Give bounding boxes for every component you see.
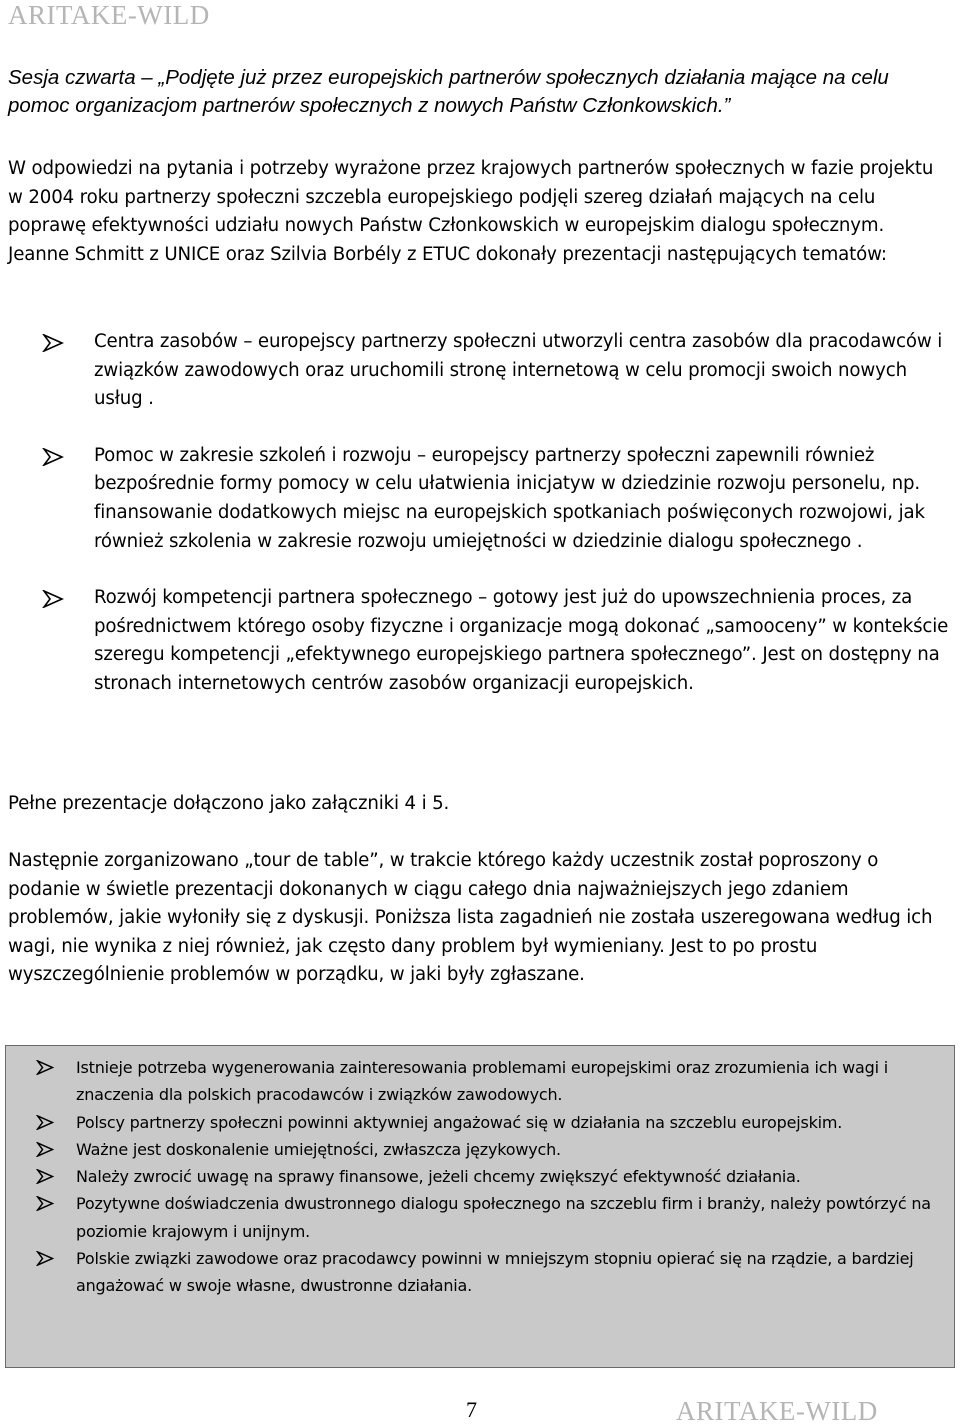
tour-paragraph: Następnie zorganizowano „tour de table”, w trakcie którego każdy uczestnik został poproszony o podanie w świetle prezentacji dokonanych w ciągu całego dnia najważniejszych jego zdaniem problemów, jakie wyłoniły się z dyskusji. Poniższa lista zagadnień nie została uszeregowana według ich wagi, nie wynika z niej również, jak często dany problem był wymieniany. Jest to po prostu wyszczególnienie problemów w porządku, w jaki były zgłaszane. <box>8 850 933 986</box>
list-item <box>6 1163 952 1190</box>
issue-text: Polskie związki zawodowe oraz pracodawcy powinni w mniejszym stopniu opierać się na rządzie, a bardziej angażować w swoje własne, dwustronne działania. <box>76 1249 914 1296</box>
arrow-bullet-icon <box>42 334 64 352</box>
issue-text: Polscy partnerzy społeczni powinni aktywniej angażować się w działania na szczeblu europejskim. <box>76 1112 843 1132</box>
topic-text: Centra zasobów – europejscy partnerzy społeczni utworzyli centra zasobów dla pracodawców i związków zawodowych oraz uruchomili stronę internetową w celu promocji swoich nowych usług . <box>94 331 943 410</box>
arrow-bullet-icon <box>36 1169 54 1184</box>
intro-paragraph: W odpowiedzi na pytania i potrzeby wyrażone przez krajowych partnerów społecznych w fazie projektu w 2004 roku partnerzy społeczni szczebla europejskiego podjęli szereg działań mających na celu poprawę efektywności udziału nowych Państw Członkowskich w europejskim dialogu społecznym. Jeanne Schmitt z UNICE oraz Szilvia Borbély z ETUC dokonały prezentacji następujących tematów: <box>8 158 934 265</box>
issue-text: Pozytywne doświadczenia dwustronnego dialogu społecznego na szczeblu firm i branży, należy powtórzyć na poziomie krajowym i unijnym. <box>76 1194 931 1241</box>
arrow-bullet-icon <box>42 448 64 466</box>
watermark-header: ARITAKE-WILD <box>8 0 210 30</box>
issues-list <box>6 1054 952 1300</box>
page-number: 7 <box>466 1397 477 1422</box>
session-title: Sesja czwarta – „Podjęte już przez europejskich partnerów społecznych działania mające na celu pomoc organizacjom partnerów społecznych z nowych Państw Członkowskich.” <box>8 66 889 117</box>
list-item <box>8 584 950 698</box>
issues-box <box>5 1045 955 1368</box>
list-item <box>8 328 950 414</box>
list-item <box>6 1136 952 1163</box>
issue-text: Należy zwrocić uwagę na sprawy finansowe, jeżeli chcemy zwiększyć efektywność działania. <box>76 1167 801 1187</box>
arrow-bullet-icon <box>36 1251 54 1266</box>
arrow-bullet-icon <box>36 1196 54 1211</box>
list-item <box>6 1054 952 1109</box>
arrow-bullet-icon <box>36 1060 54 1075</box>
watermark-footer: ARITAKE-WILD <box>676 1396 878 1426</box>
list-item <box>6 1109 952 1136</box>
full-presentations-note: Pełne prezentacje dołączono jako załączniki 4 i 5. <box>8 793 450 814</box>
list-item <box>8 442 950 556</box>
topics-list <box>8 328 950 699</box>
topic-text: Pomoc w zakresie szkoleń i rozwoju – europejscy partnerzy społeczni zapewnili również bezpośrednie formy pomocy w celu ułatwienia inicjatyw w dziedzinie rozwoju personelu, np. finansowanie dodatkowych miejsc na europejskich spotkaniach poświęconych rozwojowi, jak również szkolenia w zakresie rozwoju umiejętności w dziedzinie dialogu społecznego . <box>94 444 925 552</box>
topic-text: Rozwój kompetencji partnera społecznego – gotowy jest już do upowszechnienia proces, za pośrednictwem którego osoby fizyczne i organizacje mogą dokonać „samooceny” w kontekście szeregu kompetencji „efektywnego europejskiego partnera społecznego”. Jest on dostępny na stronach internetowych centrów zasobów organizacji europejskich. <box>94 587 949 694</box>
list-item <box>6 1190 952 1245</box>
arrow-bullet-icon <box>42 590 64 608</box>
arrow-bullet-icon <box>36 1115 54 1130</box>
arrow-bullet-icon <box>36 1142 54 1157</box>
issue-text: Ważne jest doskonalenie umiejętności, zwłaszcza językowych. <box>76 1139 561 1159</box>
list-item <box>6 1245 952 1300</box>
issue-text: Istnieje potrzeba wygenerowania zainteresowania problemami europejskimi oraz zrozumienia ich wagi i znaczenia dla polskich pracodawców i związków zawodowych. <box>76 1058 888 1105</box>
